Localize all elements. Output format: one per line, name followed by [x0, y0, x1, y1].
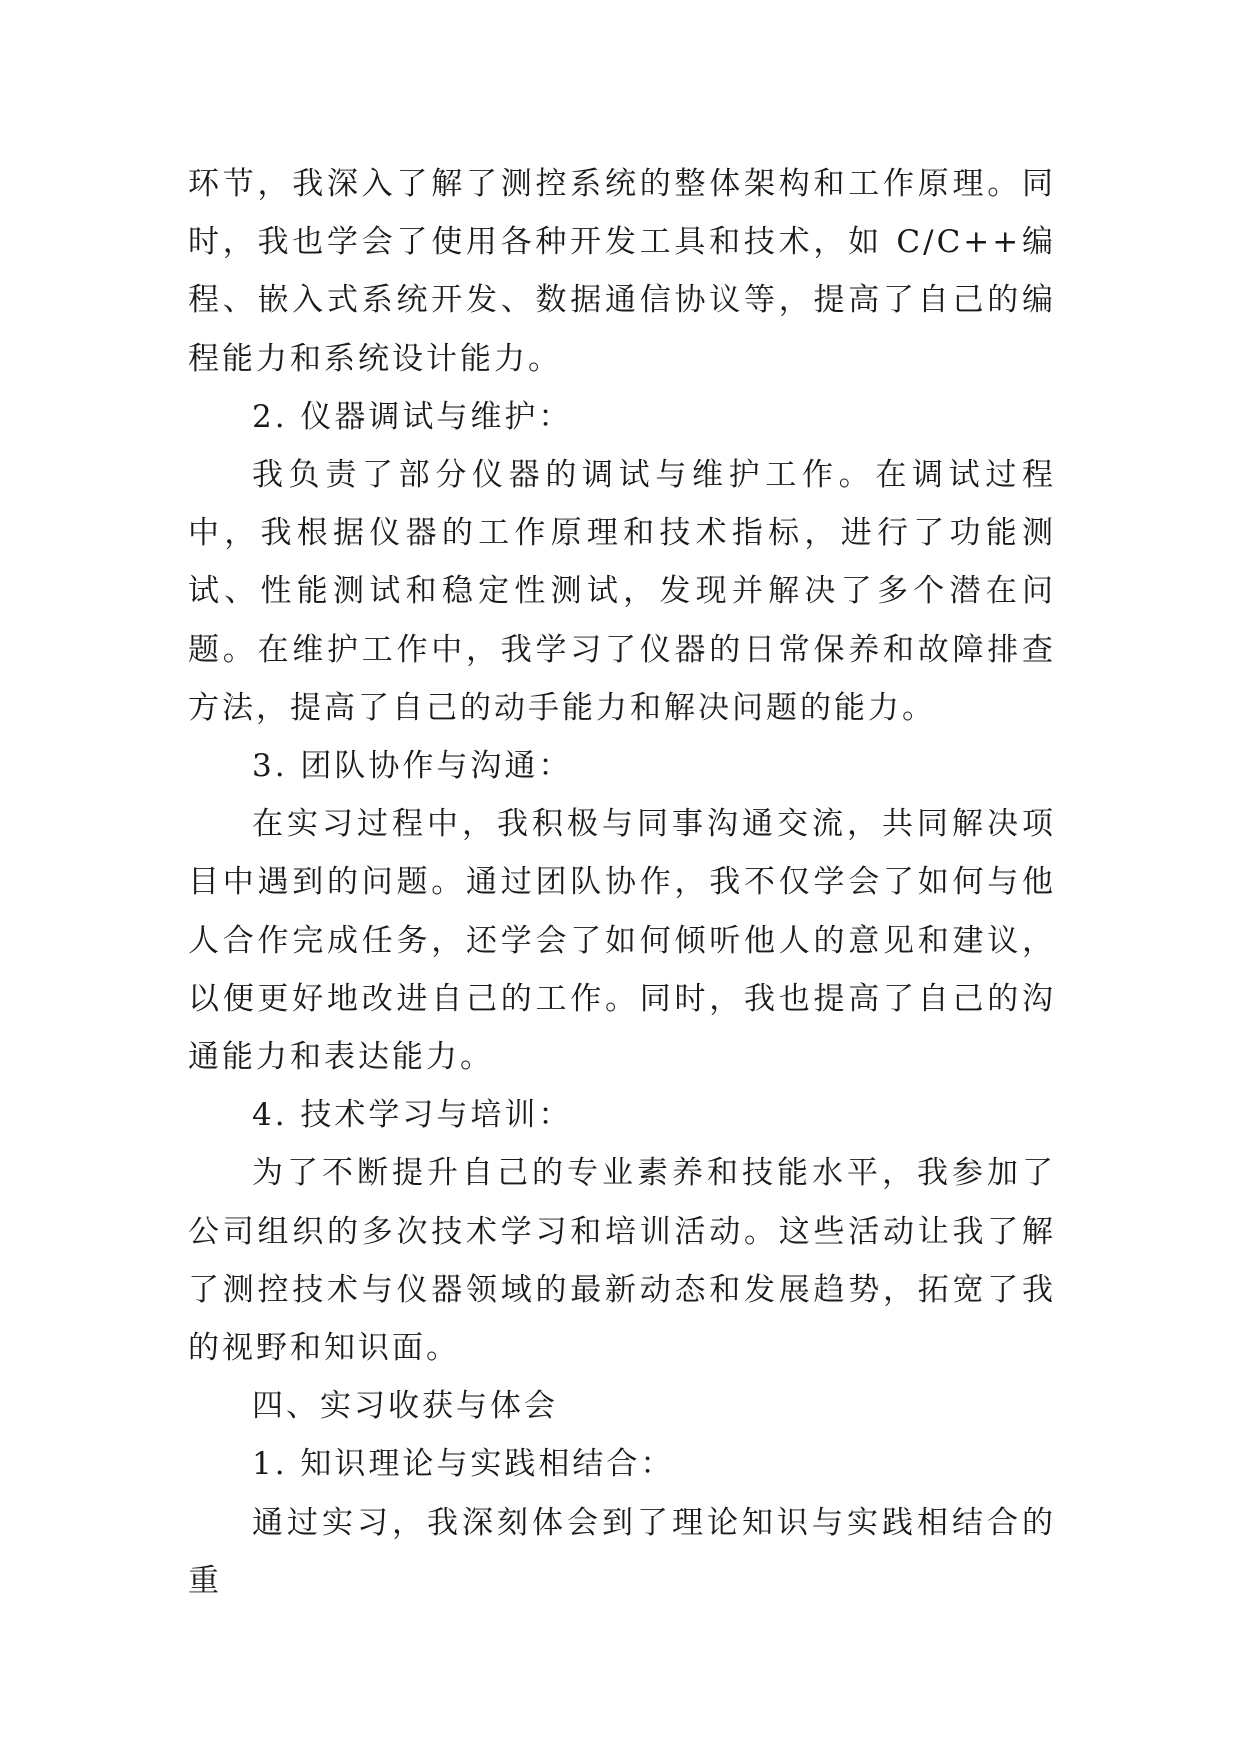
section-heading-theory-practice: 1. 知识理论与实践相结合：: [252, 1446, 675, 1483]
body-paragraph: 为了不断提升自己的专业素养和技能水平，我参加了公司组织的多次技术学习和培训活动。这些活动让我了解了测控技术与仪器领域的最新动态和发展趋势，拓宽了我的视野和知识面。: [188, 1155, 1056, 1367]
section-heading-technical-training: 4. 技术学习与培训：: [252, 1097, 573, 1134]
body-paragraph: 通过实习，我深刻体会到了理论知识与实践相结合的重: [188, 1504, 1056, 1599]
section-heading-instrument-debugging: 2. 仪器调试与维护：: [252, 398, 573, 435]
body-paragraph: 在实习过程中，我积极与同事沟通交流，共同解决项目中遇到的问题。通过团队协作，我不仅学会了如何与他人合作完成任务，还学会了如何倾听他人的意见和建议，以便更好地改进自己的工作。同时，我也提高了自己的沟通能力和表达能力。: [188, 806, 1056, 1076]
document-body: [188, 155, 1056, 1610]
body-paragraph: 环节，我深入了解了测控系统的整体架构和工作原理。同时，我也学会了使用各种开发工具和技术，如 C/C++编程、嵌入式系统开发、数据通信协议等，提高了自己的编程能力和系统设计能力。: [188, 166, 1056, 377]
section-heading-teamwork: 3. 团队协作与沟通：: [252, 748, 573, 785]
body-paragraph: 我负责了部分仪器的调试与维护工作。在调试过程中，我根据仪器的工作原理和技术指标，进行了功能测试、性能测试和稳定性测试，发现并解决了多个潜在问题。在维护工作中，我学习了仪器的日常保养和故障排查方法，提高了自己的动手能力和解决问题的能力。: [188, 457, 1056, 726]
chapter-heading-gains: 四、实习收获与体会: [252, 1388, 558, 1425]
